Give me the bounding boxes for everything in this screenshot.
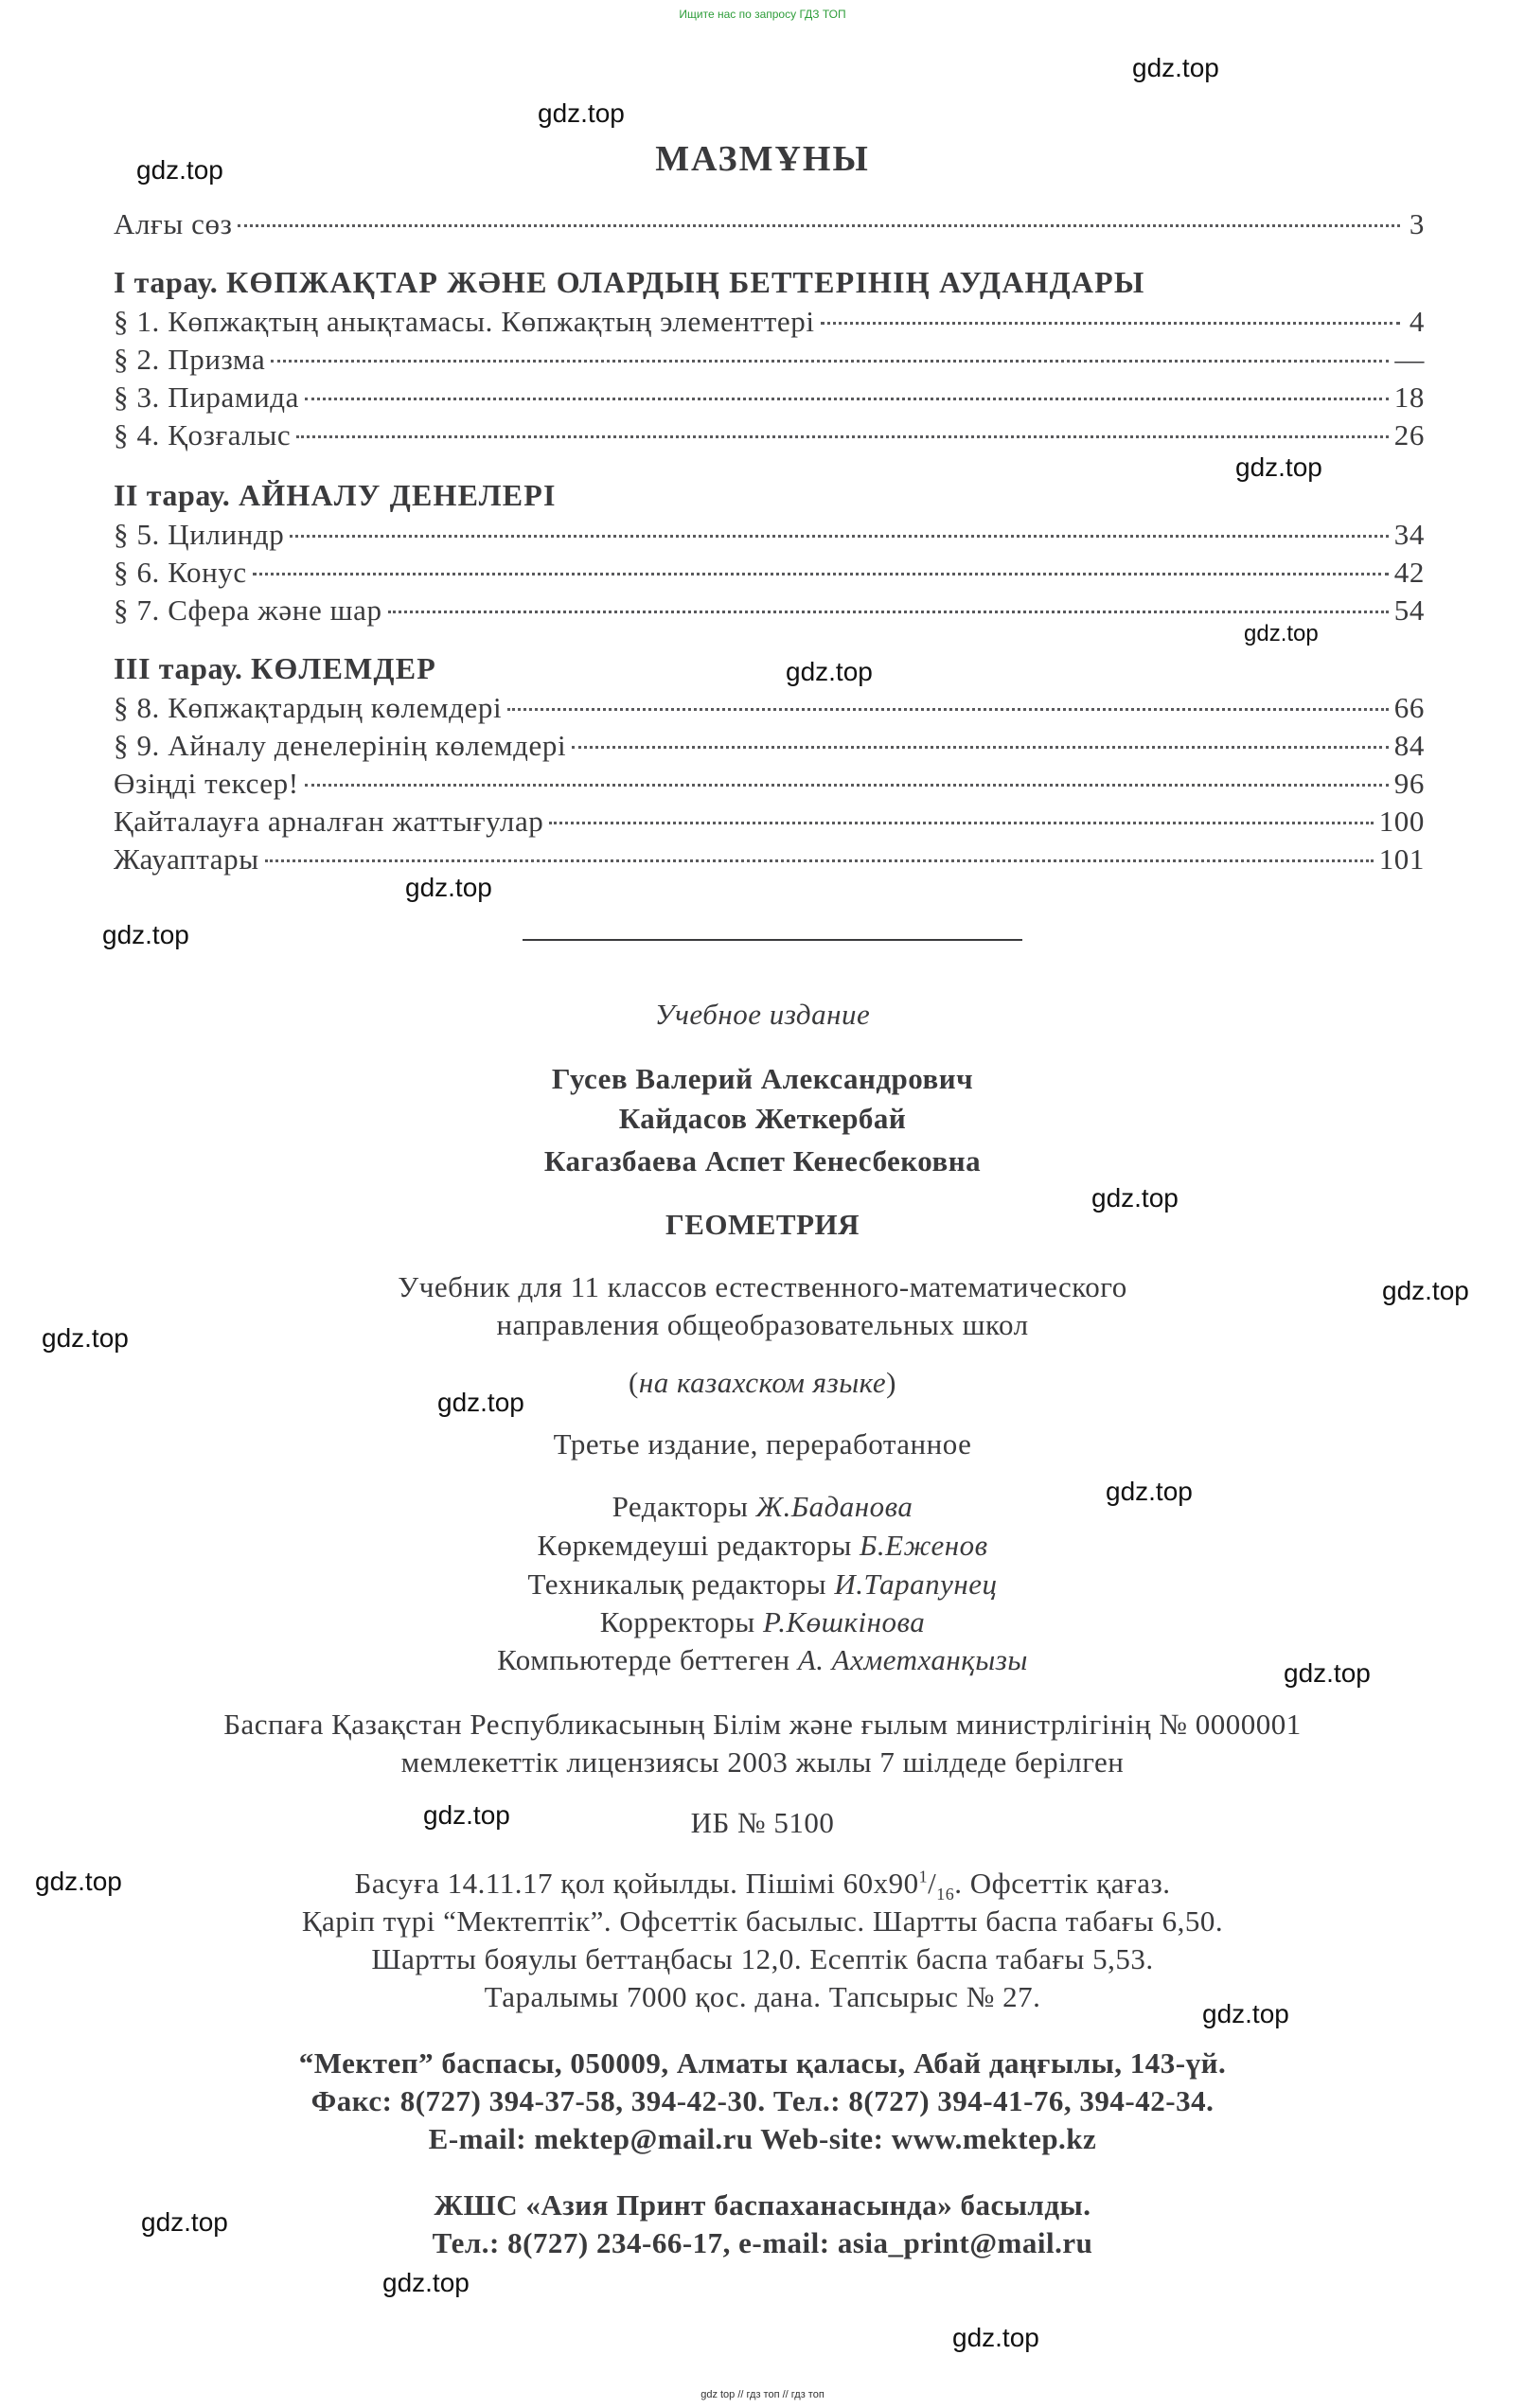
part-number: III тарау. — [114, 651, 243, 685]
credit-name: Ж.Баданова — [755, 1490, 913, 1523]
publisher-line: “Мектеп” баспасы, 050009, Алматы қаласы, Абай даңғылы, 143-үй. — [298, 2046, 1227, 2080]
toc-entry-label: § 1. Көпжақтың анықтамасы. Көпжақтың элементтері — [114, 305, 815, 338]
dot-leader — [296, 435, 1389, 438]
toc-entry — [114, 518, 1425, 556]
license-line: мемлекеттік лицензиясы 2003 жылы 7 шілдеде берілген — [400, 1745, 1125, 1779]
part-heading — [114, 651, 436, 686]
edition-type: Учебное издание — [654, 998, 871, 1031]
watermark: gdz.top — [786, 657, 873, 686]
watermark: gdz.top — [102, 920, 189, 949]
toc-entry-page: 100 — [1378, 805, 1425, 838]
watermark: gdz.top — [1106, 1477, 1193, 1506]
credit-role: Техникалық редакторы — [527, 1567, 827, 1601]
print-info-line — [0, 1867, 1525, 1904]
author: Гусев Валерий Александрович — [551, 1062, 974, 1095]
toc-entry-page: 54 — [1393, 593, 1425, 627]
watermark: gdz.top — [42, 1323, 129, 1353]
format-slash: / — [928, 1867, 937, 1900]
watermark: gdz.top — [1235, 452, 1322, 482]
watermark: gdz.top — [1091, 1183, 1179, 1213]
toc-entry — [114, 556, 1425, 593]
toc-entry-label: Өзіңді тексер! — [114, 767, 299, 800]
toc-entry — [114, 207, 1425, 245]
toc-entry-label: Жауаптары — [114, 842, 259, 876]
dot-leader — [238, 224, 1400, 227]
toc-entry-page: 34 — [1393, 518, 1425, 551]
credit-line — [0, 1605, 1525, 1639]
watermark: gdz.top — [1202, 1999, 1289, 2028]
dot-leader — [821, 322, 1400, 325]
language: на казахском языке — [638, 1366, 887, 1399]
dot-leader — [290, 535, 1388, 538]
toc-entry-label: § 4. Қозғалыс — [114, 418, 292, 452]
edition-note: Третье издание, переработанное — [553, 1427, 972, 1461]
toc-entry — [114, 381, 1425, 418]
credit-role: Корректоры — [599, 1605, 755, 1638]
print-info-line: Таралымы 7000 қос. дана. Тапсырыс № 27. — [484, 1980, 1041, 2013]
footer-note: gdz top // гдз топ // гдз топ — [700, 2389, 825, 2400]
watermark: gdz.top — [405, 873, 492, 902]
watermark: gdz.top — [952, 2323, 1039, 2352]
toc-entry — [114, 343, 1425, 381]
book-subtitle: направления общеобразовательных школ — [496, 1308, 1029, 1341]
dot-leader — [253, 573, 1389, 575]
format-denominator: 16 — [936, 1885, 955, 1904]
part-heading — [114, 265, 1145, 300]
watermark: gdz.top — [141, 2207, 228, 2237]
credit-line — [0, 1490, 1525, 1524]
toc-entry-page: 4 — [1409, 305, 1425, 338]
ib-number: ИБ № 5100 — [690, 1806, 835, 1839]
part-number: II тарау. — [114, 478, 231, 512]
license-line: Баспаға Қазақстан Республикасының Білім және ғылым министрлігінің № 0000001 — [223, 1708, 1302, 1741]
credit-role: Көркемдеуші редакторы — [537, 1529, 852, 1562]
toc-entry-label: Алғы сөз — [114, 207, 233, 240]
publisher-line: Факс: 8(727) 394-37-58, 394-42-30. Тел.: 8(727) 394-41-76, 394-42-34. — [310, 2084, 1215, 2117]
dot-leader — [572, 746, 1389, 749]
toc-entry — [114, 729, 1425, 767]
watermark: gdz.top — [1284, 1658, 1371, 1688]
paren-open: ( — [628, 1366, 639, 1399]
part-title: КӨЛЕМДЕР — [251, 651, 437, 685]
publisher-line: E-mail: mektep@mail.ru Web-site: www.mektep.kz — [428, 2122, 1097, 2155]
toc-entry-page: 42 — [1393, 556, 1425, 589]
watermark: gdz.top — [35, 1867, 122, 1896]
part-title: КӨПЖАҚТАР ЖӘНЕ ОЛАРДЫҢ БЕТТЕРІНІҢ АУДАНДАРЫ — [225, 265, 1145, 299]
toc-entry — [114, 691, 1425, 729]
toc-entry-page: 84 — [1393, 729, 1425, 762]
toc-entry-page: 101 — [1378, 842, 1425, 876]
toc-entry-page: 66 — [1393, 691, 1425, 724]
credit-line — [0, 1567, 1525, 1602]
credit-role: Компьютерде беттеген — [497, 1643, 790, 1676]
credit-name: А. Ахметханқызы — [797, 1643, 1028, 1676]
print-info-text: . Офсеттік қағаз. — [954, 1867, 1171, 1900]
author: Кагазбаева Аспет Кенесбековна — [543, 1144, 982, 1177]
print-info-text: Басуға 14.11.17 қол қойылды. Пішімі 60x90 — [354, 1867, 919, 1900]
toc-entry-label: Қайталауға арналған жаттығулар — [114, 805, 544, 838]
paren-close: ) — [886, 1366, 896, 1399]
credit-name: Р.Көшкінова — [762, 1605, 926, 1638]
dot-leader — [305, 398, 1389, 400]
watermark: gdz.top — [382, 2268, 470, 2297]
dot-leader — [507, 708, 1389, 711]
divider — [523, 939, 1022, 941]
book-subtitle: Учебник для 11 классов естественного-математического — [398, 1270, 1127, 1303]
toc-entry — [114, 805, 1425, 842]
credit-role: Редакторы — [612, 1490, 749, 1523]
toc-entry-page: — — [1394, 343, 1425, 376]
dot-leader — [271, 360, 1389, 363]
credit-name: Б.Еженов — [860, 1529, 988, 1562]
toc-entry — [114, 305, 1425, 343]
watermark: gdz.top — [437, 1388, 524, 1417]
book-title: ГЕОМЕТРИЯ — [665, 1208, 860, 1241]
part-heading — [114, 478, 557, 513]
toc-entry-page: 3 — [1409, 207, 1425, 240]
toc-entry-label: § 7. Сфера және шар — [114, 593, 382, 627]
watermark: gdz.top — [1244, 621, 1319, 646]
credit-line — [0, 1643, 1525, 1677]
toc-entry — [114, 842, 1425, 880]
toc-entry-label: § 6. Конус — [114, 556, 247, 589]
watermark: gdz.top — [423, 1800, 510, 1830]
watermark: gdz.top — [1132, 53, 1219, 82]
dot-leader — [549, 822, 1373, 824]
toc-entry — [114, 593, 1425, 631]
watermark: gdz.top — [136, 155, 223, 185]
watermark: gdz.top — [1382, 1276, 1469, 1305]
header-note: Ищите нас по запросу ГДЗ ТОП — [679, 8, 846, 21]
dot-leader — [388, 611, 1389, 613]
toc-entry-label: § 2. Призма — [114, 343, 266, 376]
toc-entry — [114, 418, 1425, 456]
credit-name: И.Тарапунец — [834, 1567, 998, 1601]
printer-line: Тел.: 8(727) 234-66-17, e-mail: asia_print@mail.ru — [432, 2226, 1093, 2259]
format-numerator: 1 — [918, 1867, 929, 1886]
toc-entry-page: 26 — [1393, 418, 1425, 452]
credit-line — [0, 1529, 1525, 1563]
author: Кайдасов Жеткербай — [618, 1102, 907, 1135]
part-number: I тарау. — [114, 265, 219, 299]
toc-entry-label: § 5. Цилиндр — [114, 518, 285, 551]
watermark: gdz.top — [538, 98, 625, 128]
dot-leader — [265, 859, 1374, 862]
part-title: АЙНАЛУ ДЕНЕЛЕРІ — [239, 478, 557, 512]
toc-entry-label: § 3. Пирамида — [114, 381, 300, 414]
toc-entry — [114, 767, 1425, 805]
toc-entry-page: 18 — [1393, 381, 1425, 414]
toc-entry-label: § 8. Көпжақтардың көлемдері — [114, 691, 503, 724]
toc-title: МАЗМҰНЫ — [655, 139, 870, 179]
dot-leader — [305, 784, 1389, 787]
print-info-line: Шартты бояулы беттаңбасы 12,0. Есептік баспа табағы 5,53. — [371, 1942, 1154, 1975]
language-note — [0, 1366, 1525, 1400]
toc-entry-label: § 9. Айналу денелерінің көлемдері — [114, 729, 567, 762]
printer-line: ЖШС «Азия Принт баспаханасында» басылды. — [434, 2188, 1091, 2222]
toc-entry-page: 96 — [1393, 767, 1425, 800]
print-info-line: Қаріп түрі “Мектептік”. Офсеттік басылыс. Шартты баспа табағы 6,50. — [301, 1904, 1224, 1938]
